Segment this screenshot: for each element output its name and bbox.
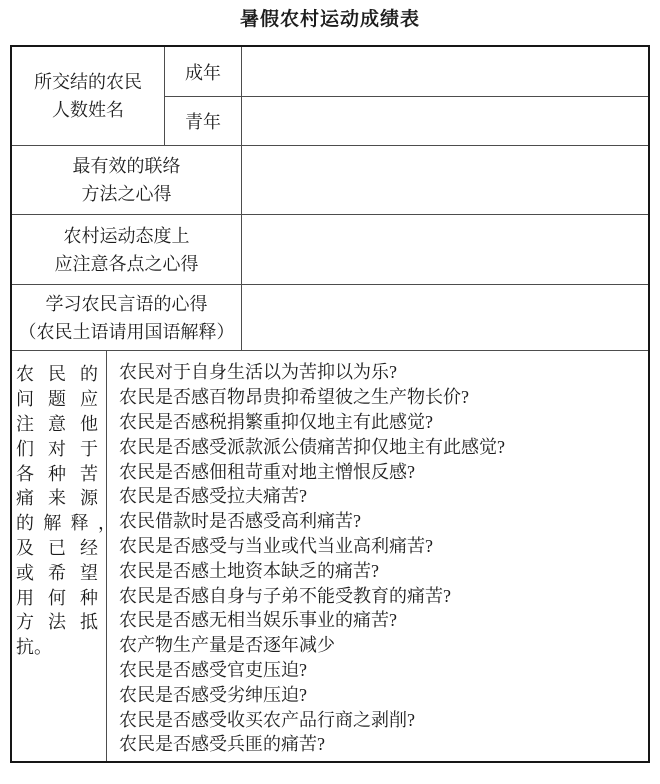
side-note-line: 用 何 种 (16, 587, 98, 608)
side-note-line: 注 意 他 (16, 414, 98, 434)
language-label (12, 285, 242, 350)
friends-count-label (12, 47, 165, 145)
contact-method-label (12, 146, 242, 214)
language-row (12, 284, 648, 350)
achievement-form-table (10, 45, 650, 763)
side-note-line: 农 民 的 (16, 364, 98, 385)
question-item: 农民是否感无相当娱乐事业的痛苦? (119, 610, 397, 631)
question-item: 农民是否感受收买农产品行商之剥削? (119, 709, 415, 730)
youth-answer-cell (242, 97, 648, 145)
adult-answer-cell (242, 47, 648, 96)
attitude-answer-cell (242, 215, 648, 284)
question-item: 农民是否感受官吏压迫? (119, 659, 307, 680)
page-title: 暑假农村运动成绩表 (239, 9, 420, 30)
attitude-label (12, 215, 242, 284)
question-item: 农民借款时是否感受高利痛苦? (119, 511, 361, 532)
language-answer-cell (242, 285, 648, 350)
question-item: 农民对于自身生活以为苦抑以为乐? (119, 362, 397, 383)
side-note-line: 的 解 释 ， (16, 513, 116, 534)
question-item: 农民是否感受与当业或代当业高利痛苦? (119, 535, 433, 556)
problems-row (12, 350, 648, 761)
youth-label-cell: 青年 (165, 97, 242, 145)
question-item: 农民是否感受兵匪的痛苦? (119, 734, 325, 755)
question-item: 农民是否感受派款派公债痛苦抑仅地主有此感觉? (119, 436, 505, 457)
side-note-line: 及 已 经 (16, 537, 98, 558)
language-label-line2: （农民土语请用国语解释） (18, 321, 235, 342)
youth-subrow (165, 97, 648, 145)
question-item: 农民是否感百物昂贵抑希望彼之生产物长价? (119, 387, 469, 408)
contact-method-label-line1: 最有效的联络 (72, 156, 181, 176)
question-item: 农民是否感佃租苛重对地主憎恨反感? (119, 461, 415, 482)
question-item: 农民是否感自身与子弟不能受教育的痛苦? (119, 585, 451, 606)
question-item: 农产物生产量是否逐年减少 (119, 635, 335, 656)
side-note-line: 或 希 望 (16, 562, 98, 583)
question-item: 农民是否感受劣绅压迫? (119, 684, 307, 705)
side-note-line: 们 对 于 (16, 438, 98, 459)
contact-method-answer-cell (242, 146, 648, 214)
question-item: 农民是否感土地资本缺乏的痛苦? (119, 560, 379, 581)
friends-count-label-line1: 所交结的农民 (34, 72, 142, 92)
side-note-line: 各 种 苦 (16, 463, 98, 484)
problems-side-note (12, 351, 116, 761)
friends-count-row (12, 47, 648, 145)
attitude-row (12, 214, 648, 284)
friends-count-subrows (165, 47, 648, 145)
attitude-label-line2: 应注意各点之心得 (54, 253, 199, 274)
questions-list (107, 351, 648, 761)
question-item: 农民是否感税捐繁重抑仅地主有此感觉? (119, 412, 433, 432)
contact-method-row (12, 145, 648, 214)
adult-subrow (165, 47, 648, 97)
contact-method-label-line2: 方法之心得 (81, 184, 172, 204)
side-note-line: 抗 。 (16, 637, 52, 658)
attitude-label-line1: 农村运动态度上 (63, 225, 190, 246)
question-item: 农民是否感受拉夫痛苦? (119, 486, 307, 507)
side-note-line: 方 法 抵 (16, 612, 98, 633)
side-note-line: 问 题 应 (16, 389, 98, 410)
friends-count-label-line2: 人数姓名 (52, 100, 124, 120)
adult-label-cell: 成年 (165, 47, 242, 96)
side-note-line: 痛 来 源 (16, 488, 98, 509)
language-label-line1: 学习农民言语的心得 (45, 293, 208, 314)
